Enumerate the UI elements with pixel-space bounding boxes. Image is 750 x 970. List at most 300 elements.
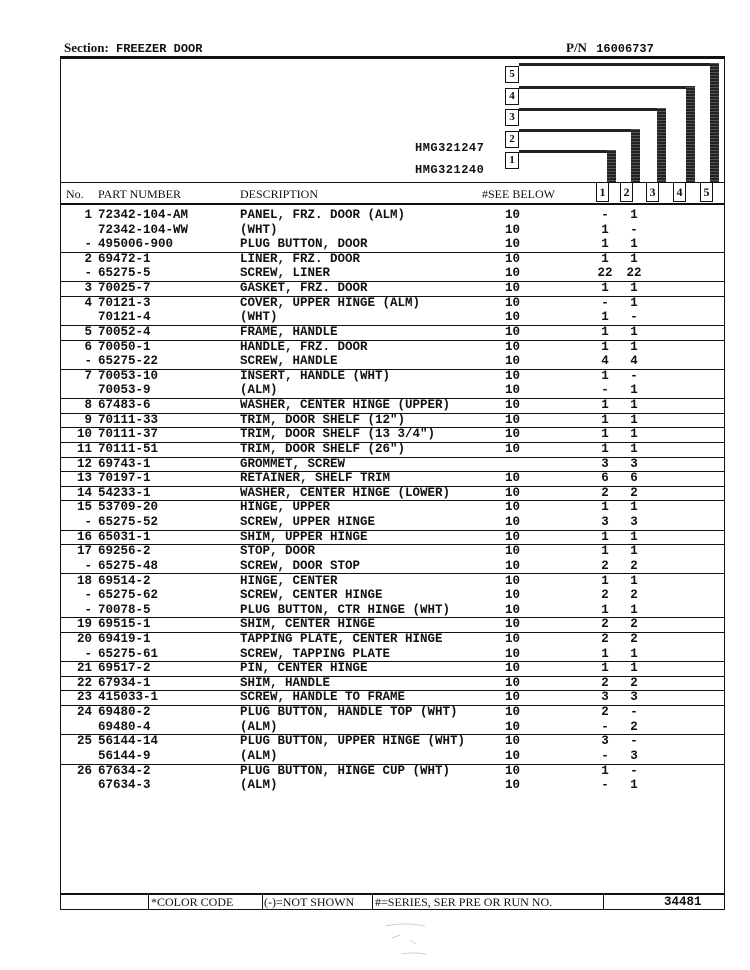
series-number: 10 <box>505 573 521 588</box>
part-number: 70111-51 <box>98 441 159 456</box>
footer-separator <box>262 894 263 910</box>
description: STOP, DOOR <box>240 544 316 559</box>
series-box-4: 4 <box>505 88 519 105</box>
quantity-series-1: - <box>601 748 609 763</box>
series-number: 10 <box>505 515 521 530</box>
table-row <box>60 486 725 502</box>
description: (ALM) <box>240 778 278 793</box>
table-row <box>60 413 725 429</box>
part-number: 69514-2 <box>98 573 151 588</box>
item-number: 9 <box>84 412 92 427</box>
series-number: 10 <box>505 719 521 734</box>
part-number: 70050-1 <box>98 339 151 354</box>
part-number: 415033-1 <box>98 690 159 705</box>
description: PANEL, FRZ. DOOR (ALM) <box>240 208 406 222</box>
color-code-note: *COLOR CODE <box>151 895 234 909</box>
description: SCREW, UPPER HINGE <box>240 515 376 530</box>
description: SCREW, CENTER HINGE <box>240 588 383 603</box>
series-number: 10 <box>505 602 521 617</box>
series-number: 10 <box>505 588 521 603</box>
quantity-series-2: 3 <box>630 515 638 530</box>
description: SCREW, HANDLE <box>240 354 338 369</box>
table-row <box>60 676 725 692</box>
table-row <box>60 281 725 297</box>
description: FRAME, HANDLE <box>240 324 338 339</box>
part-number: 67934-1 <box>98 675 151 690</box>
table-row <box>60 617 725 633</box>
table-row <box>60 266 725 282</box>
quantity-series-1: 2 <box>601 675 609 690</box>
ladder-line-4 <box>519 86 695 89</box>
series-note: #=SERIES, SER PRE OR RUN NO. <box>375 895 553 909</box>
series-column-2: 2 <box>620 182 633 202</box>
ladder-drop-3 <box>657 108 666 183</box>
document-code-number: 34481 <box>664 895 702 909</box>
series-number: 10 <box>505 778 521 793</box>
quantity-series-1: - <box>601 295 609 310</box>
section-label: Section: <box>64 40 109 55</box>
item-number: 13 <box>76 471 92 486</box>
table-row <box>60 252 725 267</box>
quantity-series-1: 1 <box>601 412 609 427</box>
quantity-series-2: 1 <box>630 251 638 266</box>
quantity-series-2: - <box>630 705 638 720</box>
quantity-series-2: 1 <box>630 208 638 222</box>
part-number: 70025-7 <box>98 281 151 296</box>
table-row <box>60 325 725 341</box>
quantity-series-1: 1 <box>601 602 609 617</box>
table-row <box>60 749 725 765</box>
description: PLUG BUTTON, HANDLE TOP (WHT) <box>240 705 458 720</box>
part-number: 72342-104-WW <box>98 222 189 237</box>
quantity-series-1: 1 <box>601 427 609 442</box>
description: (ALM) <box>240 383 278 398</box>
series-column-4: 4 <box>673 182 686 202</box>
series-number: 10 <box>505 441 521 456</box>
quantity-series-2: 3 <box>630 690 638 705</box>
part-number: 65031-1 <box>98 529 151 544</box>
part-number: 69256-2 <box>98 544 151 559</box>
part-number: 56144-9 <box>98 748 151 763</box>
quantity-series-2: - <box>630 734 638 749</box>
quantity-series-2: 1 <box>630 602 638 617</box>
series-number: 10 <box>505 675 521 690</box>
quantity-series-2: 2 <box>630 558 638 573</box>
quantity-series-2: 1 <box>630 427 638 442</box>
part-number: 69480-2 <box>98 705 151 720</box>
pn-label: P/N <box>566 40 587 55</box>
part-number: 69515-1 <box>98 617 151 632</box>
quantity-series-1: 3 <box>601 456 609 471</box>
description: INSERT, HANDLE (WHT) <box>240 368 391 383</box>
description: PLUG BUTTON, HINGE CUP (WHT) <box>240 763 451 778</box>
item-number: - <box>84 266 92 281</box>
description: HINGE, UPPER <box>240 500 331 515</box>
part-number: 69480-4 <box>98 719 151 734</box>
quantity-series-2: 2 <box>630 675 638 690</box>
ladder-line-5 <box>519 63 719 66</box>
quantity-series-2: 1 <box>630 573 638 588</box>
series-number: 10 <box>505 661 521 676</box>
part-number: 70111-33 <box>98 412 159 427</box>
series-number: 10 <box>505 748 521 763</box>
part-number: 70121-4 <box>98 310 151 325</box>
series-number: 10 <box>505 281 521 296</box>
ladder-drop-4 <box>686 86 695 183</box>
quantity-series-2: 3 <box>630 456 638 471</box>
quantity-series-1: 1 <box>601 281 609 296</box>
item-number: 7 <box>84 368 92 383</box>
series-number: 10 <box>505 295 521 310</box>
series-number: 10 <box>505 208 521 222</box>
table-row <box>60 398 725 414</box>
part-number: 70053-10 <box>98 368 159 383</box>
item-number: 21 <box>76 661 92 676</box>
series-number: 10 <box>505 690 521 705</box>
description: HANDLE, FRZ. DOOR <box>240 339 368 354</box>
quantity-series-2: 1 <box>630 441 638 456</box>
item-number: - <box>84 354 92 369</box>
description: SHIM, HANDLE <box>240 675 331 690</box>
table-row <box>60 208 725 223</box>
quantity-series-2: 2 <box>630 485 638 500</box>
item-number: - <box>84 646 92 661</box>
series-number: 10 <box>505 471 521 486</box>
quantity-series-1: 1 <box>601 500 609 515</box>
description: TRIM, DOOR SHELF (12") <box>240 412 406 427</box>
quantity-series-2: 2 <box>630 719 638 734</box>
series-number: 10 <box>505 617 521 632</box>
series-box-3: 3 <box>505 109 519 126</box>
description: TAPPING PLATE, CENTER HINGE <box>240 631 443 646</box>
part-number: 72342-104-AM <box>98 208 189 222</box>
quantity-series-1: 6 <box>601 471 609 486</box>
series-number: 10 <box>505 500 521 515</box>
quantity-series-1: 1 <box>601 368 609 383</box>
description: LINER, FRZ. DOOR <box>240 251 361 266</box>
item-number: 12 <box>76 456 92 471</box>
quantity-series-2: 2 <box>630 588 638 603</box>
quantity-series-2: 1 <box>630 398 638 413</box>
item-number: - <box>84 602 92 617</box>
series-number: 10 <box>505 237 521 252</box>
table-row <box>60 354 725 370</box>
quantity-series-2: 2 <box>630 631 638 646</box>
table-row <box>60 442 725 458</box>
quantity-series-2: 1 <box>630 412 638 427</box>
part-number: 65275-22 <box>98 354 159 369</box>
item-number: 4 <box>84 295 92 310</box>
series-number: 10 <box>505 339 521 354</box>
series-number: 10 <box>505 266 521 281</box>
part-number: 70121-3 <box>98 295 151 310</box>
item-number: 14 <box>76 485 92 500</box>
not-shown-note: (-)=NOT SHOWN <box>264 895 355 909</box>
header-rule-bottom <box>60 203 725 205</box>
ladder-drop-2 <box>631 129 640 183</box>
description: SHIM, CENTER HINGE <box>240 617 376 632</box>
table-row <box>60 500 725 515</box>
description: RETAINER, SHELF TRIM <box>240 471 391 486</box>
quantity-series-1: 1 <box>601 441 609 456</box>
table-row <box>60 530 725 546</box>
part-number: 70052-4 <box>98 324 151 339</box>
ladder-drop-1 <box>607 150 616 183</box>
quantity-series-2: 3 <box>630 748 638 763</box>
quantity-series-2: 6 <box>630 471 638 486</box>
quantity-series-2: 1 <box>630 500 638 515</box>
description: (WHT) <box>240 310 278 325</box>
quantity-series-1: 22 <box>597 266 613 281</box>
model-number-2: HMG321240 <box>415 163 485 177</box>
quantity-series-1: 1 <box>601 573 609 588</box>
item-number: - <box>84 588 92 603</box>
quantity-series-2: 1 <box>630 281 638 296</box>
item-number: 2 <box>84 251 92 266</box>
item-number: 3 <box>84 281 92 296</box>
table-row <box>60 647 725 663</box>
pn-value: 16006737 <box>596 42 654 56</box>
table-row <box>60 632 725 647</box>
quantity-series-1: 2 <box>601 558 609 573</box>
description: SCREW, LINER <box>240 266 331 281</box>
description: PLUG BUTTON, DOOR <box>240 237 368 252</box>
table-row <box>60 603 725 619</box>
quantity-series-1: 1 <box>601 222 609 237</box>
item-number: 26 <box>76 763 92 778</box>
table-row <box>60 369 725 384</box>
series-column-3: 3 <box>646 182 659 202</box>
quantity-series-2: 1 <box>630 295 638 310</box>
part-number-heading <box>566 40 654 56</box>
item-number: 1 <box>84 208 92 222</box>
item-number: 24 <box>76 705 92 720</box>
series-box-5: 5 <box>505 66 519 83</box>
part-number: 70197-1 <box>98 471 151 486</box>
table-row <box>60 310 725 326</box>
part-number: 56144-14 <box>98 734 159 749</box>
item-number: 6 <box>84 339 92 354</box>
quantity-series-1: 1 <box>601 310 609 325</box>
part-number: 70111-37 <box>98 427 159 442</box>
series-number: 10 <box>505 222 521 237</box>
quantity-series-2: 1 <box>630 544 638 559</box>
table-row <box>60 705 725 720</box>
quantity-series-1: 2 <box>601 588 609 603</box>
table-row <box>60 574 725 589</box>
scan-smudge <box>380 920 450 958</box>
table-row <box>60 296 725 311</box>
quantity-series-2: 22 <box>626 266 642 281</box>
series-box-2: 2 <box>505 131 519 148</box>
description: GASKET, FRZ. DOOR <box>240 281 368 296</box>
description: SCREW, DOOR STOP <box>240 558 361 573</box>
footer-separator <box>372 894 373 910</box>
description: GROMMET, SCREW <box>240 456 346 471</box>
quantity-series-1: 3 <box>601 515 609 530</box>
quantity-series-1: 2 <box>601 705 609 720</box>
part-number: 67483-6 <box>98 398 151 413</box>
description: (WHT) <box>240 222 278 237</box>
part-number: 65275-61 <box>98 646 159 661</box>
part-number: 67634-3 <box>98 778 151 793</box>
item-number: - <box>84 515 92 530</box>
description: HINGE, CENTER <box>240 573 338 588</box>
model-number-1: HMG321247 <box>415 141 485 155</box>
quantity-series-1: - <box>601 383 609 398</box>
description: WASHER, CENTER HINGE (LOWER) <box>240 485 451 500</box>
quantity-series-2: 1 <box>630 324 638 339</box>
table-row <box>60 515 725 531</box>
table-row <box>60 661 725 677</box>
part-number: 69517-2 <box>98 661 151 676</box>
series-number: 10 <box>505 763 521 778</box>
column-header-no: No. <box>66 187 84 201</box>
description: PLUG BUTTON, UPPER HINGE (WHT) <box>240 734 466 749</box>
item-number: 10 <box>76 427 92 442</box>
quantity-series-1: 1 <box>601 763 609 778</box>
part-number: 70078-5 <box>98 602 151 617</box>
item-number: 23 <box>76 690 92 705</box>
series-number: 10 <box>505 398 521 413</box>
quantity-series-1: 1 <box>601 398 609 413</box>
description: TRIM, DOOR SHELF (13 3/4") <box>240 427 436 442</box>
column-header-part-number: PART NUMBER <box>98 187 181 201</box>
item-number: 17 <box>76 544 92 559</box>
item-number: 19 <box>76 617 92 632</box>
description: COVER, UPPER HINGE (ALM) <box>240 295 421 310</box>
description: PLUG BUTTON, CTR HINGE (WHT) <box>240 602 451 617</box>
footer-separator <box>603 894 604 910</box>
ladder-line-1 <box>519 150 615 153</box>
table-row <box>60 559 725 575</box>
quantity-series-1: 1 <box>601 646 609 661</box>
quantity-series-1: 1 <box>601 324 609 339</box>
table-row <box>60 544 725 559</box>
item-number: 15 <box>76 500 92 515</box>
section-value: FREEZER DOOR <box>116 42 203 56</box>
part-number: 69419-1 <box>98 631 151 646</box>
quantity-series-1: 1 <box>601 339 609 354</box>
item-number: 5 <box>84 324 92 339</box>
table-row <box>60 764 725 779</box>
series-number: 10 <box>505 368 521 383</box>
quantity-series-1: 2 <box>601 631 609 646</box>
description: PIN, CENTER HINGE <box>240 661 368 676</box>
ladder-line-3 <box>519 108 666 111</box>
series-number: 10 <box>505 544 521 559</box>
table-row <box>60 471 725 487</box>
series-number: 10 <box>505 412 521 427</box>
quantity-series-2: - <box>630 310 638 325</box>
description: SCREW, HANDLE TO FRAME <box>240 690 406 705</box>
part-number: 65275-48 <box>98 558 159 573</box>
item-number: 8 <box>84 398 92 413</box>
item-number: 25 <box>76 734 92 749</box>
series-number: 10 <box>505 646 521 661</box>
item-number: 20 <box>76 631 92 646</box>
item-number: - <box>84 558 92 573</box>
column-header-see-below: #SEE BELOW <box>482 187 555 201</box>
series-column-1: 1 <box>596 182 609 202</box>
series-number: 10 <box>505 529 521 544</box>
series-number: 10 <box>505 383 521 398</box>
section-heading <box>64 40 202 56</box>
table-row <box>60 457 725 473</box>
quantity-series-1: 1 <box>601 237 609 252</box>
quantity-series-1: 1 <box>601 661 609 676</box>
part-number: 65275-52 <box>98 515 159 530</box>
series-number: 10 <box>505 631 521 646</box>
quantity-series-2: 1 <box>630 646 638 661</box>
ladder-line-2 <box>519 129 639 132</box>
description: WASHER, CENTER HINGE (UPPER) <box>240 398 451 413</box>
description: (ALM) <box>240 748 278 763</box>
table-row <box>60 588 725 603</box>
part-number: 67634-2 <box>98 763 151 778</box>
quantity-series-2: - <box>630 222 638 237</box>
quantity-series-1: - <box>601 208 609 222</box>
quantity-series-2: 2 <box>630 617 638 632</box>
description: TRIM, DOOR SHELF (26") <box>240 441 406 456</box>
quantity-series-2: 1 <box>630 778 638 793</box>
series-number: 10 <box>505 485 521 500</box>
item-number: - <box>84 237 92 252</box>
table-row <box>60 734 725 749</box>
description: SHIM, UPPER HINGE <box>240 529 368 544</box>
part-number: 54233-1 <box>98 485 151 500</box>
quantity-series-2: 1 <box>630 383 638 398</box>
quantity-series-1: 2 <box>601 617 609 632</box>
series-number: 10 <box>505 705 521 720</box>
footer-separator <box>148 894 149 910</box>
part-number: 65275-5 <box>98 266 151 281</box>
table-row <box>60 340 725 355</box>
part-number: 495006-900 <box>98 237 174 252</box>
item-number: 11 <box>76 441 92 456</box>
part-number: 65275-62 <box>98 588 159 603</box>
series-number: 10 <box>505 310 521 325</box>
table-row <box>60 223 725 238</box>
series-number: 10 <box>505 354 521 369</box>
series-number: 10 <box>505 734 521 749</box>
quantity-series-1: 3 <box>601 734 609 749</box>
table-row <box>60 778 725 793</box>
series-number: 10 <box>505 558 521 573</box>
quantity-series-1: 4 <box>601 354 609 369</box>
series-number: 10 <box>505 251 521 266</box>
part-number: 69743-1 <box>98 456 151 471</box>
item-number: 16 <box>76 529 92 544</box>
quantity-series-2: 1 <box>630 237 638 252</box>
quantity-series-2: 4 <box>630 354 638 369</box>
part-number: 53709-20 <box>98 500 159 515</box>
table-row <box>60 427 725 443</box>
series-number: 10 <box>505 427 521 442</box>
table-row <box>60 237 725 253</box>
quantity-series-1: 2 <box>601 485 609 500</box>
table-row <box>60 690 725 706</box>
column-header-description: DESCRIPTION <box>240 187 319 201</box>
item-number: 18 <box>76 573 92 588</box>
quantity-series-2: 1 <box>630 339 638 354</box>
table-row <box>60 383 725 399</box>
quantity-series-1: 3 <box>601 690 609 705</box>
ladder-drop-5 <box>710 63 719 183</box>
quantity-series-2: - <box>630 368 638 383</box>
quantity-series-2: 1 <box>630 661 638 676</box>
quantity-series-1: 1 <box>601 529 609 544</box>
